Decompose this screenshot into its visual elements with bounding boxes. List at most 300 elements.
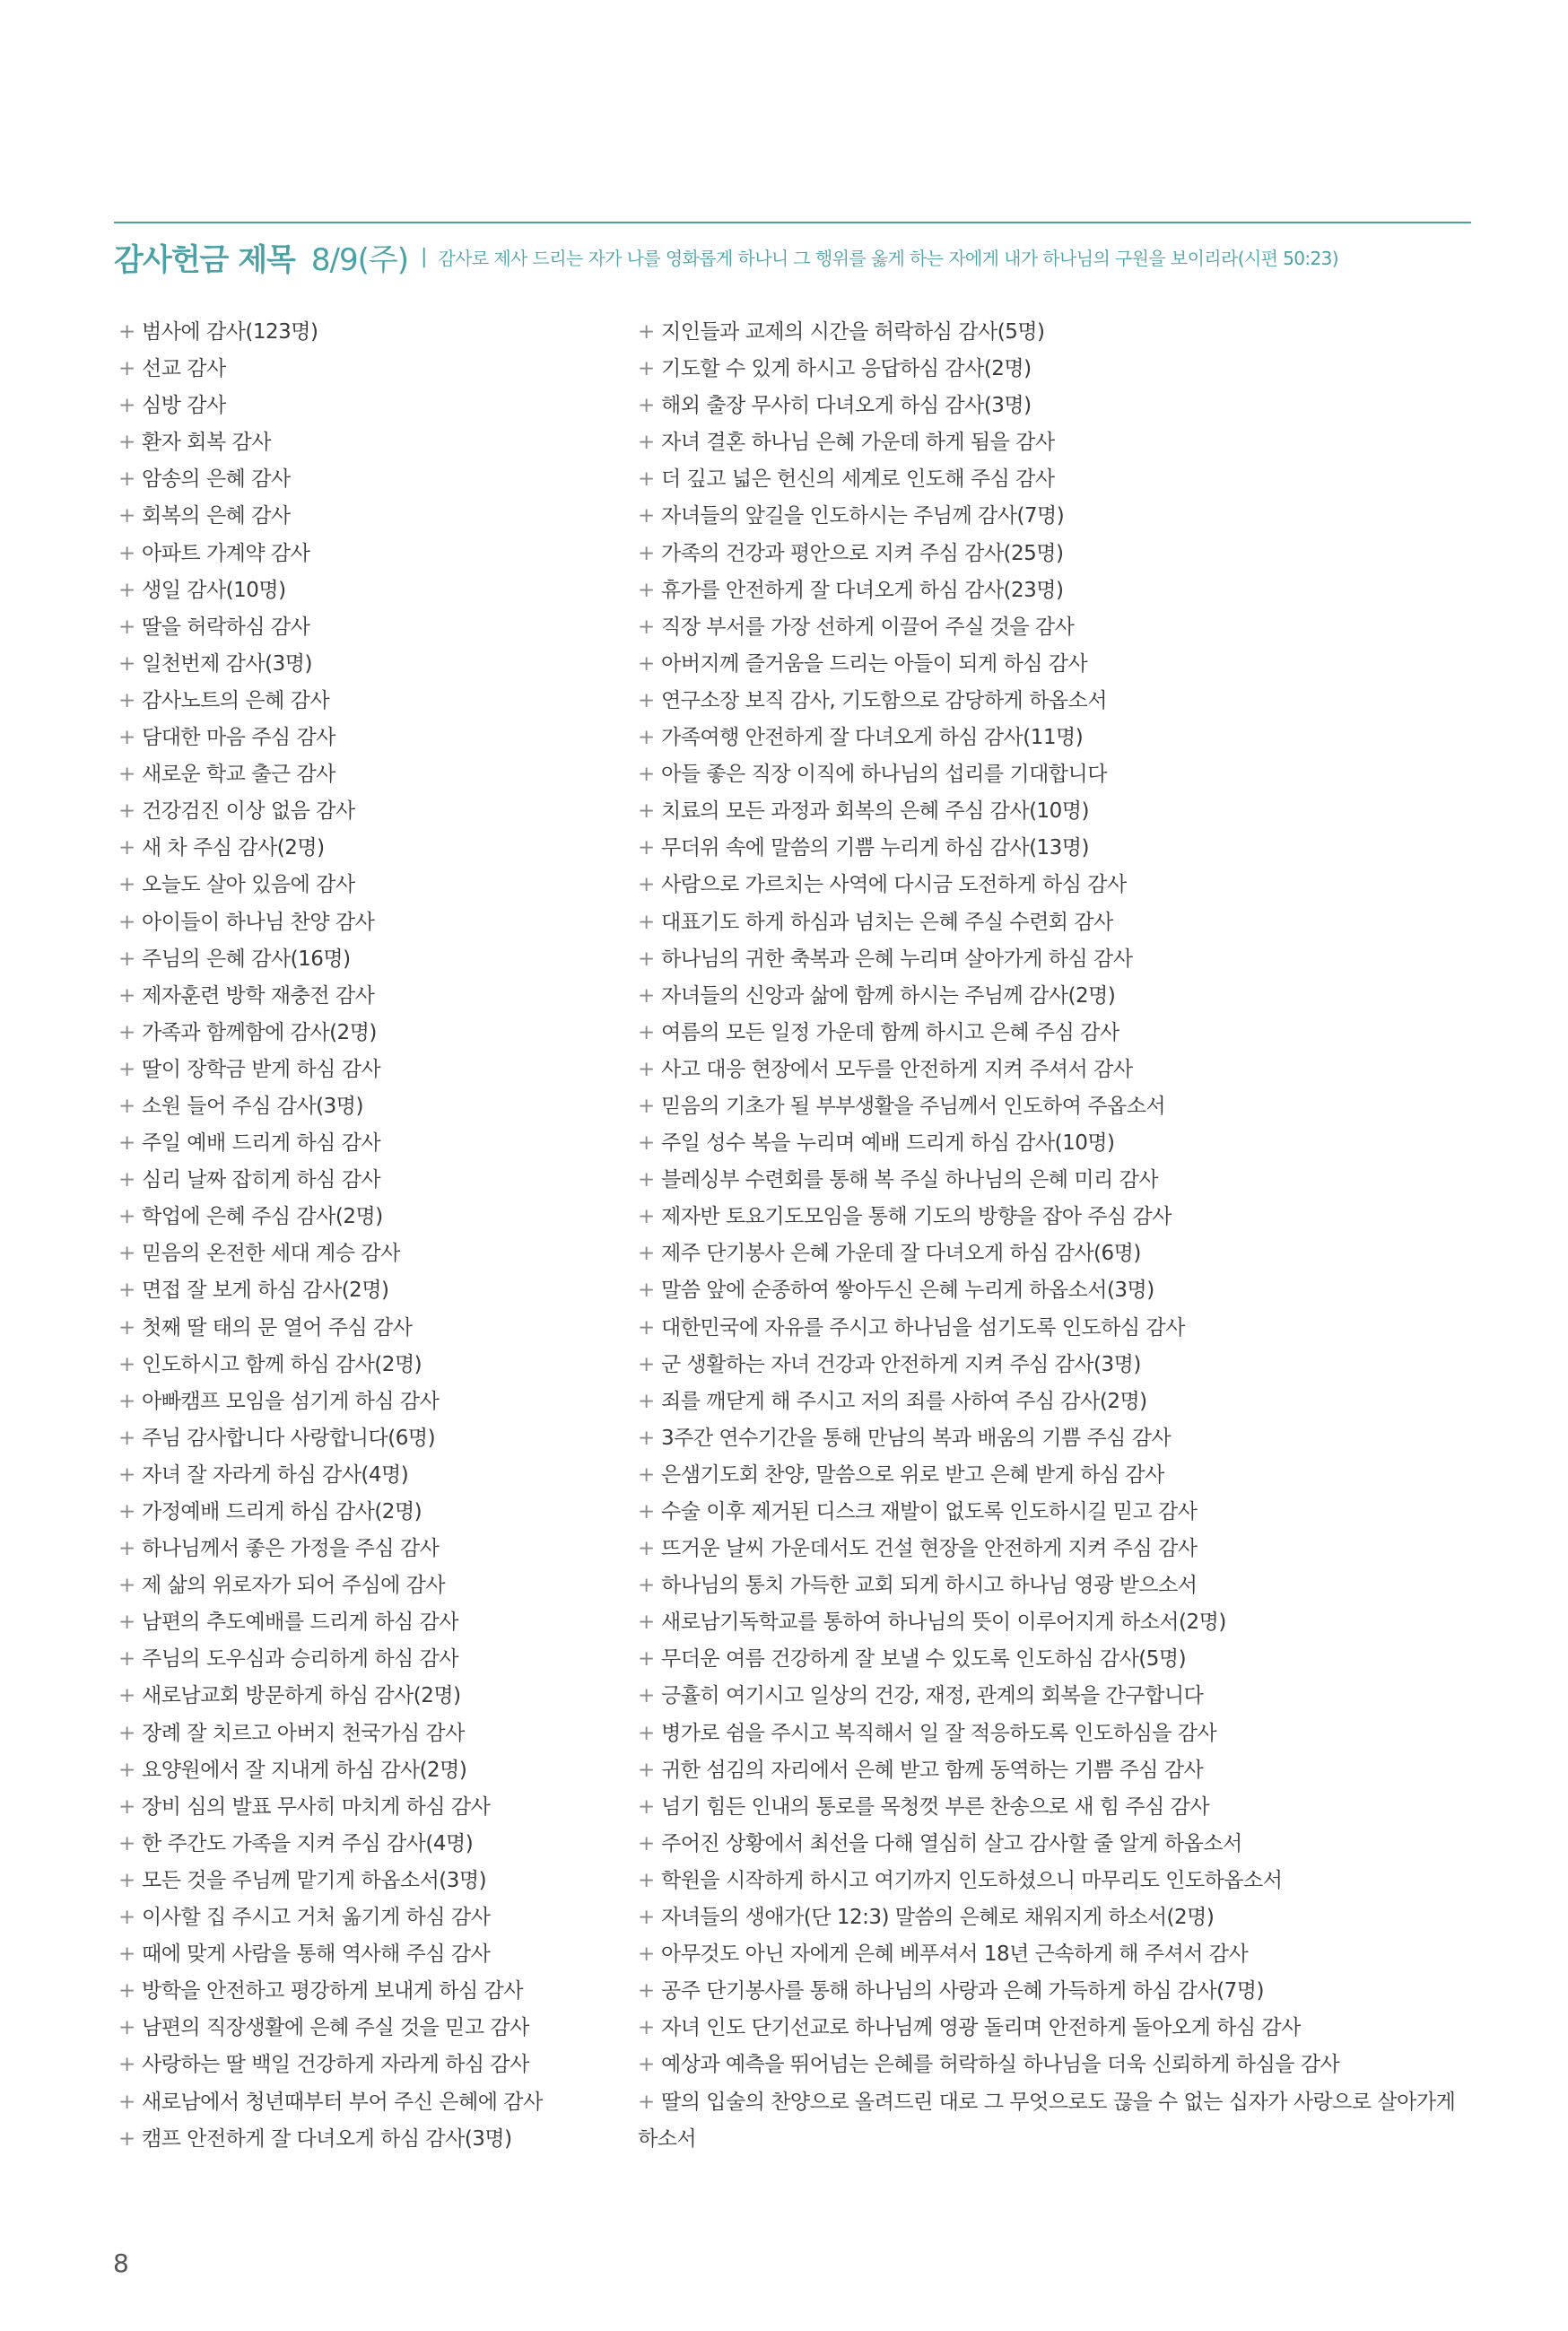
list-item — [118, 1162, 621, 1199]
list-item — [638, 2047, 1477, 2083]
list-item-text: 가정예배 드리게 하심 감사(2명) — [142, 1500, 422, 1523]
plus-icon: + — [118, 357, 135, 381]
list-item-text: 장례 잘 치르고 아버지 천국가심 감사 — [142, 1721, 465, 1745]
list-item — [638, 1936, 1477, 1973]
plus-icon: + — [638, 1205, 655, 1229]
list-item-text: 아파트 가계약 감사 — [142, 541, 310, 565]
plus-icon: + — [638, 2090, 655, 2114]
plus-icon: + — [118, 1721, 135, 1745]
list-item-text: 자녀 결혼 하나님 은혜 가운데 하게 됨을 감사 — [661, 431, 1055, 455]
plus-icon: + — [118, 2053, 135, 2077]
plus-icon: + — [638, 431, 655, 455]
plus-icon: + — [638, 1500, 655, 1523]
list-item — [638, 1199, 1477, 1235]
list-item-text: 가족여행 안전하게 잘 다녀오게 하심 감사(11명) — [661, 726, 1084, 750]
plus-icon: + — [638, 1906, 655, 1930]
list-item-text: 오늘도 살아 있음에 감사 — [142, 873, 355, 897]
plus-icon: + — [638, 320, 655, 344]
list-item-text: 귀한 섬김의 자리에서 은혜 받고 함께 동역하는 기쁨 주심 감사 — [661, 1758, 1204, 1782]
list-item-text: 은샘기도회 찬양, 말씀으로 위로 받고 은혜 받게 하심 감사 — [661, 1462, 1164, 1487]
list-item — [118, 1716, 621, 1752]
plus-icon: + — [638, 1057, 655, 1081]
list-item-text: 제 삶의 위로자가 되어 주심에 감사 — [142, 1574, 446, 1598]
list-item-text: 때에 맞게 사람을 통해 역사해 주심 감사 — [142, 1942, 491, 1967]
plus-icon: + — [638, 1352, 655, 1376]
list-item — [118, 1272, 621, 1309]
list-item — [118, 1199, 621, 1235]
plus-icon: + — [638, 1721, 655, 1745]
list-item — [638, 498, 1477, 535]
list-item — [638, 1973, 1477, 2010]
list-item-text: 첫째 딸 태의 문 열어 주심 감사 — [142, 1315, 413, 1340]
heading-separator: | — [421, 246, 428, 268]
list-item-text: 새 차 주심 감사(2명) — [142, 836, 325, 860]
plus-icon: + — [638, 983, 655, 1008]
list-item — [118, 2121, 621, 2158]
list-item-text: 믿음의 온전한 세대 계승 감사 — [142, 1242, 400, 1266]
list-item — [638, 2010, 1477, 2047]
heading-date: 8/9(주) — [310, 242, 408, 278]
list-item-text: 새로운 학교 출근 감사 — [142, 763, 335, 787]
list-item — [118, 388, 621, 424]
list-item-text: 직장 부서를 가장 선하게 이끌어 주실 것을 감사 — [661, 615, 1075, 639]
list-item — [118, 1899, 621, 1936]
plus-icon: + — [118, 947, 135, 971]
list-item-text: 아무것도 아닌 자에게 은혜 베푸셔서 18년 근속하게 해 주셔서 감사 — [661, 1942, 1249, 1967]
heading-title: 감사헌금 제목 — [114, 242, 295, 278]
plus-icon: + — [118, 799, 135, 824]
list-item-text: 제자훈련 방학 재충전 감사 — [142, 983, 375, 1008]
list-item-text: 아들 좋은 직장 이직에 하나님의 섭리를 기대합니다 — [661, 763, 1107, 787]
plus-icon: + — [638, 1168, 655, 1192]
list-item-text: 암송의 은혜 감사 — [142, 467, 291, 492]
plus-icon: + — [638, 688, 655, 712]
list-item — [118, 793, 621, 830]
list-item-text: 이사할 집 주시고 거처 옮기게 하심 감사 — [142, 1906, 491, 1930]
list-item-text: 한 주간도 가족을 지켜 주심 감사(4명) — [142, 1831, 474, 1855]
plus-icon: + — [638, 467, 655, 492]
plus-icon: + — [118, 467, 135, 492]
plus-icon: + — [638, 504, 655, 528]
plus-icon: + — [118, 2090, 135, 2114]
list-item — [118, 314, 621, 351]
list-item-text: 모든 것을 주님께 맡기게 하옵소서(3명) — [142, 1868, 487, 1892]
list-item-text: 제주 단기봉사 은혜 가운데 잘 다녀오게 하심 감사(6명) — [661, 1242, 1141, 1266]
list-item-text: 주일 예배 드리게 하심 감사 — [142, 1131, 381, 1156]
plus-icon: + — [118, 1242, 135, 1266]
list-item — [118, 683, 621, 720]
list-item — [118, 941, 621, 978]
list-item — [118, 351, 621, 388]
plus-icon: + — [118, 1057, 135, 1081]
list-item — [638, 1789, 1477, 1826]
list-item-text: 소원 들어 주심 감사(3명) — [142, 1094, 363, 1118]
list-item — [118, 1641, 621, 1678]
plus-icon: + — [118, 1574, 135, 1598]
list-item-text: 남편의 추도예배를 드리게 하심 감사 — [142, 1611, 459, 1635]
list-item-text: 군 생활하는 자녀 건강과 안전하게 지켜 주심 감사(3명) — [661, 1352, 1141, 1376]
list-item-text: 자녀 잘 자라게 하심 감사(4명) — [142, 1462, 409, 1487]
plus-icon: + — [638, 1942, 655, 1967]
list-item-text: 긍휼히 여기시고 일상의 건강, 재정, 관계의 회복을 간구합니다 — [661, 1684, 1204, 1708]
list-item — [118, 1678, 621, 1715]
list-item-text: 죄를 깨닫게 해 주시고 저의 죄를 사하여 주심 감사(2명) — [661, 1389, 1147, 1413]
plus-icon: + — [118, 1611, 135, 1635]
list-item — [638, 1420, 1477, 1457]
list-item — [638, 1531, 1477, 1567]
plus-icon: + — [118, 2016, 135, 2040]
plus-icon: + — [638, 2016, 655, 2040]
plus-icon: + — [118, 983, 135, 1008]
list-item — [118, 1088, 621, 1125]
list-item-text: 공주 단기봉사를 통해 하나님의 사랑과 은혜 가득하게 하심 감사(7명) — [661, 1979, 1264, 2004]
list-item-text: 선교 감사 — [142, 357, 226, 381]
list-item-text: 인도하시고 함께 하심 감사(2명) — [142, 1352, 422, 1376]
list-item — [638, 1384, 1477, 1420]
list-item — [118, 572, 621, 609]
list-item-text: 자녀들의 신앙과 삶에 함께 하시는 주님께 감사(2명) — [661, 983, 1116, 1008]
plus-icon: + — [638, 1020, 655, 1044]
plus-icon: + — [118, 541, 135, 565]
plus-icon: + — [118, 1831, 135, 1855]
list-item — [638, 1125, 1477, 1162]
list-item — [118, 720, 621, 756]
left-column-list — [118, 314, 621, 2158]
list-item — [118, 1752, 621, 1789]
list-item — [118, 461, 621, 498]
list-item — [638, 830, 1477, 867]
list-item — [638, 720, 1477, 756]
list-item — [118, 1567, 621, 1604]
plus-icon: + — [638, 1131, 655, 1156]
list-item — [638, 1457, 1477, 1494]
plus-icon: + — [118, 726, 135, 750]
plus-icon: + — [638, 2053, 655, 2077]
plus-icon: + — [638, 1315, 655, 1340]
list-item — [118, 1494, 621, 1531]
list-item-text: 아빠캠프 모임을 섬기게 하심 감사 — [142, 1389, 440, 1413]
list-item — [638, 793, 1477, 830]
plus-icon: + — [638, 726, 655, 750]
plus-icon: + — [638, 910, 655, 934]
plus-icon: + — [118, 1020, 135, 1044]
list-item-text: 자녀들의 생애가(단 12:3) 말씀의 은혜로 채워지게 하소서(2명) — [661, 1906, 1215, 1930]
list-item-text: 학업에 은혜 주심 감사(2명) — [142, 1205, 383, 1229]
plus-icon: + — [118, 1279, 135, 1303]
list-item-text: 수술 이후 제거된 디스크 재발이 없도록 인도하시길 믿고 감사 — [661, 1500, 1198, 1523]
list-item — [638, 1826, 1477, 1863]
list-item — [118, 1936, 621, 1973]
header-rule — [114, 222, 1471, 223]
list-item — [638, 1641, 1477, 1678]
list-item-text: 해외 출장 무사히 다녀오게 하심 감사(3명) — [661, 394, 1032, 418]
plus-icon: + — [118, 2126, 135, 2151]
plus-icon: + — [638, 799, 655, 824]
list-item — [638, 609, 1477, 646]
list-item-text: 더 깊고 넓은 헌신의 세계로 인도해 주심 감사 — [661, 467, 1055, 492]
list-item-text: 일천번제 감사(3명) — [142, 651, 312, 676]
plus-icon: + — [118, 1426, 135, 1450]
plus-icon: + — [118, 910, 135, 934]
list-item-text: 딸의 입술의 찬양으로 올려드린 대로 그 무엇으로도 끊을 수 없는 십자가 사랑으로 살아가게 하소서 — [638, 2090, 1456, 2151]
list-item-text: 넘기 힘든 인내의 통로를 목청껏 부른 찬송으로 새 힘 주심 감사 — [661, 1794, 1210, 1819]
plus-icon: + — [118, 431, 135, 455]
list-item-text: 자녀들의 앞길을 인도하시는 주님께 감사(7명) — [661, 504, 1065, 528]
list-item-text: 기도할 수 있게 하시고 응답하심 감사(2명) — [661, 357, 1032, 381]
list-item-text: 장비 심의 발표 무사히 마치게 하심 감사 — [142, 1794, 491, 1819]
plus-icon: + — [118, 1906, 135, 1930]
list-item — [638, 1015, 1477, 1052]
list-item — [638, 1899, 1477, 1936]
list-item-text: 자녀 인도 단기선교로 하나님께 영광 돌리며 안전하게 돌아오게 하심 감사 — [661, 2016, 1301, 2040]
plus-icon: + — [638, 357, 655, 381]
list-item-text: 병가로 쉼을 주시고 복직해서 일 잘 적응하도록 인도하심을 감사 — [661, 1721, 1217, 1745]
plus-icon: + — [638, 541, 655, 565]
list-item — [118, 1052, 621, 1088]
heading-verse: 감사로 제사 드리는 자가 나를 영화롭게 하나니 그 행위를 옳게 하는 자에게 내가 하나님의 구원을 보이리라(시편 50:23) — [438, 248, 1338, 269]
plus-icon: + — [118, 1758, 135, 1782]
list-item — [118, 1457, 621, 1494]
list-item — [118, 1789, 621, 1826]
list-item — [638, 1604, 1477, 1641]
list-item-text: 생일 감사(10명) — [142, 578, 286, 602]
list-item — [638, 536, 1477, 572]
list-item — [638, 1272, 1477, 1309]
list-item-text: 주님의 도우심과 승리하게 하심 감사 — [142, 1647, 459, 1672]
list-item-text: 연구소장 보직 감사, 기도함으로 감당하게 하옵소서 — [661, 688, 1107, 712]
plus-icon: + — [638, 1611, 655, 1635]
list-item — [118, 1015, 621, 1052]
plus-icon: + — [638, 615, 655, 639]
list-item — [118, 904, 621, 941]
list-item — [118, 1531, 621, 1567]
list-item — [638, 1678, 1477, 1715]
list-item-text: 뜨거운 날씨 가운데서도 건설 현장을 안전하게 지켜 주심 감사 — [661, 1537, 1198, 1561]
list-item — [638, 1567, 1477, 1604]
list-item-text: 면접 잘 보게 하심 감사(2명) — [142, 1279, 389, 1303]
plus-icon: + — [118, 1684, 135, 1708]
plus-icon: + — [118, 1094, 135, 1118]
list-item-text: 3주간 연수기간을 통해 만남의 복과 배움의 기쁨 주심 감사 — [661, 1426, 1172, 1450]
list-item — [638, 683, 1477, 720]
plus-icon: + — [118, 1168, 135, 1192]
list-item — [638, 1235, 1477, 1272]
list-item-text: 주님 감사합니다 사랑합니다(6명) — [142, 1426, 436, 1450]
list-item-text: 가족의 건강과 평안으로 지켜 주심 감사(25명) — [661, 541, 1064, 565]
list-item-text: 심방 감사 — [142, 394, 226, 418]
plus-icon: + — [638, 1574, 655, 1598]
plus-icon: + — [118, 873, 135, 897]
list-item-text: 가족과 함께함에 감사(2명) — [142, 1020, 377, 1044]
page-number: 8 — [113, 2248, 129, 2278]
list-item — [118, 1384, 621, 1420]
list-item-text: 하나님의 통치 가득한 교회 되게 하시고 하나님 영광 받으소서 — [661, 1574, 1198, 1598]
plus-icon: + — [118, 1868, 135, 1892]
list-item-text: 사고 대응 현장에서 모두를 안전하게 지켜 주셔서 감사 — [661, 1057, 1133, 1081]
list-item — [118, 1863, 621, 1899]
list-item — [118, 2047, 621, 2083]
plus-icon: + — [638, 763, 655, 787]
list-item — [118, 978, 621, 1015]
list-item-text: 여름의 모든 일정 가운데 함께 하시고 은혜 주심 감사 — [661, 1020, 1119, 1044]
plus-icon: + — [638, 947, 655, 971]
list-item-text: 건강검진 이상 없음 감사 — [142, 799, 355, 824]
list-item-text: 담대한 마음 주심 감사 — [142, 726, 335, 750]
plus-icon: + — [118, 1205, 135, 1229]
plus-icon: + — [118, 1462, 135, 1487]
list-item-text: 하나님의 귀한 축복과 은혜 누리며 살아가게 하심 감사 — [661, 947, 1133, 971]
list-item — [638, 461, 1477, 498]
plus-icon: + — [118, 651, 135, 676]
list-item — [118, 830, 621, 867]
list-item — [118, 2084, 621, 2121]
plus-icon: + — [638, 1831, 655, 1855]
plus-icon: + — [638, 1426, 655, 1450]
plus-icon: + — [118, 1315, 135, 1340]
plus-icon: + — [118, 1352, 135, 1376]
list-item — [638, 1310, 1477, 1347]
list-item-text: 예상과 예측을 뛰어넘는 은혜를 허락하실 하나님을 더욱 신뢰하게 하심을 감사 — [661, 2053, 1340, 2077]
list-item-text: 범사에 감사(123명) — [142, 320, 318, 344]
plus-icon: + — [118, 1647, 135, 1672]
list-item — [118, 609, 621, 646]
plus-icon: + — [118, 504, 135, 528]
list-item — [118, 536, 621, 572]
plus-icon: + — [118, 836, 135, 860]
plus-icon: + — [638, 394, 655, 418]
list-item — [118, 424, 621, 461]
list-item-text: 학원을 시작하게 하시고 여기까지 인도하셨으니 마무리도 인도하옵소서 — [661, 1868, 1283, 1892]
list-item-text: 심리 날짜 잡히게 하심 감사 — [142, 1168, 381, 1192]
list-item-text: 주님의 은혜 감사(16명) — [142, 947, 351, 971]
list-item — [118, 1604, 621, 1641]
plus-icon: + — [638, 1094, 655, 1118]
list-item — [118, 646, 621, 683]
list-item — [638, 1752, 1477, 1789]
list-item-text: 아이들이 하나님 찬양 감사 — [142, 910, 375, 934]
list-item — [638, 1716, 1477, 1752]
list-item — [638, 1052, 1477, 1088]
plus-icon: + — [638, 1758, 655, 1782]
plus-icon: + — [638, 873, 655, 897]
list-item-text: 사람으로 가르치는 사역에 다시금 도전하게 하심 감사 — [661, 873, 1127, 897]
list-item — [118, 2010, 621, 2047]
list-item-text: 하나님께서 좋은 가정을 주심 감사 — [142, 1537, 440, 1561]
list-item-text: 주어진 상황에서 최선을 다해 열심히 살고 감사할 줄 알게 하옵소서 — [661, 1831, 1242, 1855]
list-item-text: 감사노트의 은혜 감사 — [142, 688, 330, 712]
list-item-text: 무더위 속에 말씀의 기쁨 누리게 하심 감사(13명) — [661, 836, 1090, 860]
list-item — [118, 1235, 621, 1272]
right-column-list — [638, 314, 1477, 2158]
list-item-text: 회복의 은혜 감사 — [142, 504, 291, 528]
list-item-text: 대한민국에 자유를 주시고 하나님을 섬기도록 인도하심 감사 — [661, 1315, 1185, 1340]
list-item-text: 캠프 안전하게 잘 다녀오게 하심 감사(3명) — [142, 2126, 512, 2151]
list-item-text: 딸이 장학금 받게 하심 감사 — [142, 1057, 381, 1081]
list-item-text: 제자반 토요기도모임을 통해 기도의 방향을 잡아 주심 감사 — [661, 1205, 1172, 1229]
list-item — [118, 1310, 621, 1347]
plus-icon: + — [638, 1684, 655, 1708]
list-item-text: 새로남기독학교를 통하여 하나님의 뜻이 이루어지게 하소서(2명) — [661, 1611, 1226, 1635]
list-item-text: 새로남교회 방문하게 하심 감사(2명) — [142, 1684, 461, 1708]
list-item-text: 무더운 여름 건강하게 잘 보낼 수 있도록 인도하심 감사(5명) — [661, 1647, 1187, 1672]
plus-icon: + — [118, 320, 135, 344]
list-item — [638, 388, 1477, 424]
list-item — [638, 1863, 1477, 1899]
list-item-text: 딸을 허락하심 감사 — [142, 615, 310, 639]
plus-icon: + — [638, 1868, 655, 1892]
list-item-text: 지인들과 교제의 시간을 허락하심 감사(5명) — [661, 320, 1045, 344]
plus-icon: + — [118, 1537, 135, 1561]
list-item — [638, 904, 1477, 941]
list-item-text: 말씀 앞에 순종하여 쌓아두신 은혜 누리게 하옵소서(3명) — [661, 1279, 1154, 1303]
list-item-text: 방학을 안전하고 평강하게 보내게 하심 감사 — [142, 1979, 523, 2004]
list-item — [638, 867, 1477, 904]
list-item — [638, 314, 1477, 351]
list-item — [638, 1347, 1477, 1384]
plus-icon: + — [118, 763, 135, 787]
list-item-text: 남편의 직장생활에 은혜 주실 것을 믿고 감사 — [142, 2016, 529, 2040]
section-heading — [114, 235, 1486, 298]
plus-icon: + — [638, 1979, 655, 2004]
plus-icon: + — [638, 1537, 655, 1561]
plus-icon: + — [638, 1647, 655, 1672]
plus-icon: + — [638, 1462, 655, 1487]
plus-icon: + — [118, 688, 135, 712]
list-item — [638, 646, 1477, 683]
list-item — [638, 2084, 1477, 2158]
list-item — [118, 1973, 621, 2010]
list-item — [638, 572, 1477, 609]
list-item — [118, 498, 621, 535]
list-item-text: 요양원에서 잘 지내게 하심 감사(2명) — [142, 1758, 467, 1782]
plus-icon: + — [118, 1131, 135, 1156]
list-item — [638, 978, 1477, 1015]
plus-icon: + — [638, 578, 655, 602]
plus-icon: + — [638, 1279, 655, 1303]
list-item — [638, 756, 1477, 793]
list-item-text: 블레싱부 수련회를 통해 복 주실 하나님의 은혜 미리 감사 — [661, 1168, 1159, 1192]
list-item — [638, 1494, 1477, 1531]
list-item-text: 주일 성수 복을 누리며 예배 드리게 하심 감사(10명) — [661, 1131, 1115, 1156]
list-item-text: 사랑하는 딸 백일 건강하게 자라게 하심 감사 — [142, 2053, 529, 2077]
plus-icon: + — [118, 1942, 135, 1967]
list-item — [118, 867, 621, 904]
plus-icon: + — [118, 394, 135, 418]
plus-icon: + — [118, 1794, 135, 1819]
list-item-text: 믿음의 기초가 될 부부생활을 주님께서 인도하여 주옵소서 — [661, 1094, 1166, 1118]
list-item — [118, 1826, 621, 1863]
list-item-text: 아버지께 즐거움을 드리는 아들이 되게 하심 감사 — [661, 651, 1088, 676]
plus-icon: + — [638, 1794, 655, 1819]
plus-icon: + — [118, 1500, 135, 1523]
plus-icon: + — [118, 1979, 135, 2004]
plus-icon: + — [638, 1389, 655, 1413]
list-item-text: 치료의 모든 과정과 회복의 은혜 주심 감사(10명) — [661, 799, 1090, 824]
plus-icon: + — [118, 1389, 135, 1413]
list-item — [118, 1347, 621, 1384]
plus-icon: + — [638, 836, 655, 860]
list-item — [118, 1125, 621, 1162]
list-item-text: 새로남에서 청년때부터 부어 주신 은혜에 감사 — [142, 2090, 543, 2114]
list-item — [638, 424, 1477, 461]
plus-icon: + — [638, 651, 655, 676]
list-item-text: 대표기도 하게 하심과 넘치는 은혜 주실 수련회 감사 — [661, 910, 1113, 934]
plus-icon: + — [638, 1242, 655, 1266]
list-item-text: 휴가를 안전하게 잘 다녀오게 하심 감사(23명) — [661, 578, 1064, 602]
list-item — [638, 351, 1477, 388]
list-item — [118, 756, 621, 793]
list-item — [118, 1420, 621, 1457]
